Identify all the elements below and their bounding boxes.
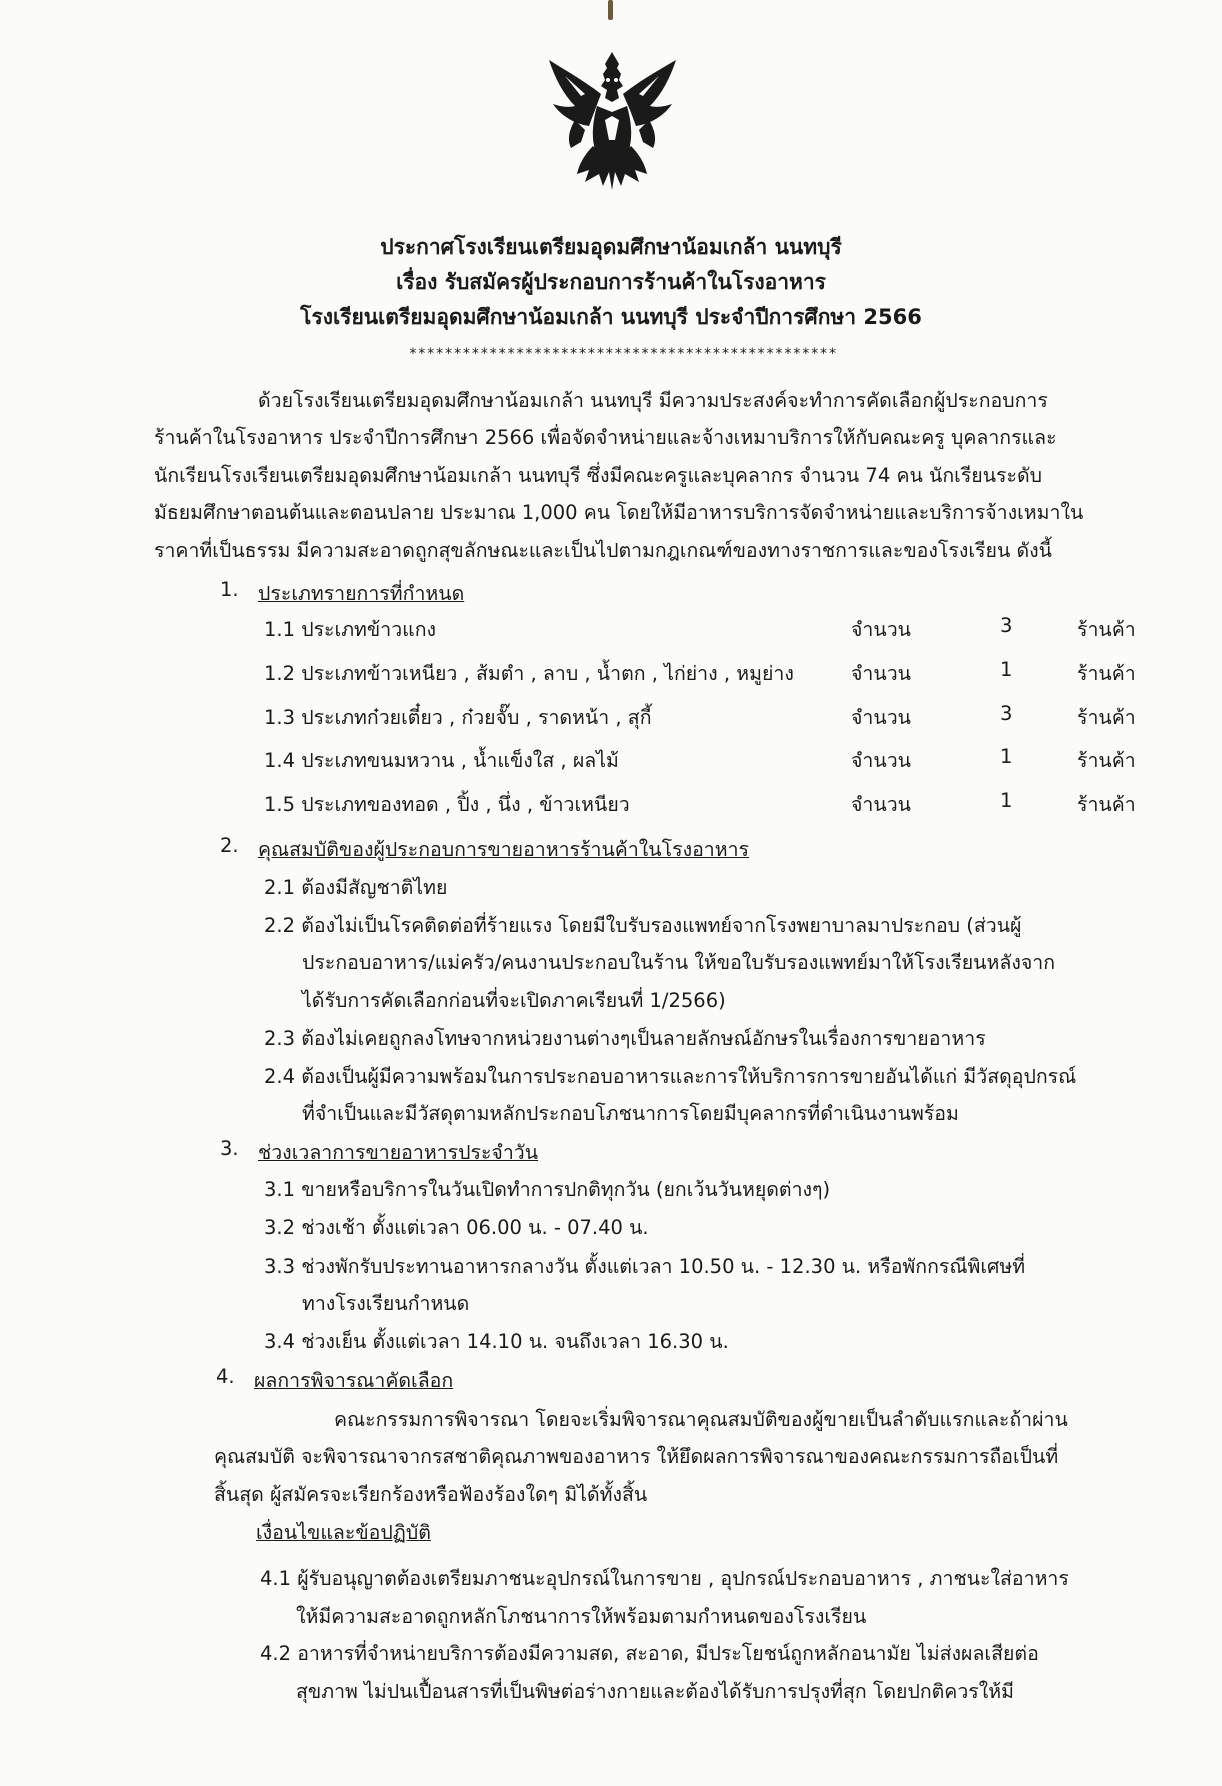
item-store: ร้านค้า — [1077, 793, 1136, 816]
intro-line-1: ด้วยโรงเรียนเตรียมอุดมศึกษาน้อมเกล้า นนทบุรี มีความประสงค์จะทำการคัดเลือกผู้ประกอบการ — [258, 389, 1048, 412]
item-store: ร้านค้า — [1077, 706, 1136, 729]
s4-para-line-1: คณะกรรมการพิจารณา โดยจะเริ่มพิจารณาคุณสมบัติของผู้ขายเป็นลำดับแรกและถ้าผ่าน — [334, 1408, 1068, 1431]
s4-cond-2-line-2: สุขภาพ ไม่ปนเปื้อนสารที่เป็นพิษต่อร่างกายและต้องได้รับการปรุงที่สุก โดยปกติควรให้มี — [296, 1680, 1014, 1703]
list-item — [264, 702, 1144, 740]
item-label: 1.5 ประเภทของทอด , ปิ้ง , นึ่ง , ข้าวเหนียว — [264, 793, 630, 816]
list-item — [264, 614, 1144, 652]
item-unit: จำนวน — [851, 618, 911, 641]
s2-item-1: 2.1 ต้องมีสัญชาติไทย — [264, 876, 448, 899]
s4-cond-1-line-2: ให้มีความสะอาดถูกหลักโภชนาการให้พร้อมตามกำหนดของโรงเรียน — [296, 1605, 867, 1628]
section-2-title: คุณสมบัติของผู้ประกอบการขายอาหารร้านค้าในโรงอาหาร — [258, 838, 750, 861]
s3-item-1: 3.1 ขายหรือบริการในวันเปิดทำการปกติทุกวัน (ยกเว้นวันหยุดต่างๆ) — [264, 1178, 831, 1201]
item-unit: จำนวน — [851, 662, 911, 685]
item-quantity: 1 — [1000, 789, 1013, 812]
conditions-title: เงื่อนไขและข้อปฏิบัติ — [256, 1521, 431, 1544]
section-1-title: ประเภทรายการที่กำหนด — [258, 582, 465, 605]
intro-line-2: ร้านค้าในโรงอาหาร ประจำปีการศึกษา 2566 เพื่อจัดจำหน่ายและจ้างเหมาบริการให้กับคณะครู บุคลากรและ — [154, 426, 1057, 449]
s4-cond-2-line-1: 4.2 อาหารที่จำหน่ายบริการต้องมีความสด, สะอาด, มีประโยชน์ถูกหลักอนามัย ไม่ส่งผลเสียต่อ — [260, 1642, 1039, 1665]
header-line-2: เรื่อง รับสมัครผู้ประกอบการร้านค้าในโรงอาหาร — [396, 270, 826, 294]
s2-item-2-line-1: 2.2 ต้องไม่เป็นโรคติดต่อที่ร้ายแรง โดยมีใบรับรองแพทย์จากโรงพยาบาลมาประกอบ (ส่วนผู้ — [264, 914, 1022, 937]
header-divider: ************************************************ — [408, 346, 838, 362]
item-store: ร้านค้า — [1077, 749, 1136, 772]
item-unit: จำนวน — [851, 706, 911, 729]
s3-item-4: 3.4 ช่วงเย็น ตั้งแต่เวลา 14.10 น. จนถึงเวลา 16.30 น. — [264, 1330, 729, 1353]
announcement-header — [0, 230, 1222, 335]
header-line-3: โรงเรียนเตรียมอุดมศึกษาน้อมเกล้า นนทบุรี ประจำปีการศึกษา 2566 — [300, 305, 922, 329]
item-quantity: 1 — [1000, 745, 1013, 768]
item-label: 1.3 ประเภทก๋วยเตี๋ยว , ก๋วยจั๊บ , ราดหน้า , สุกี้ — [264, 706, 652, 729]
item-label: 1.4 ประเภทขนมหวาน , น้ำแข็งใส , ผลไม้ — [264, 749, 619, 772]
list-item — [264, 789, 1144, 827]
s2-item-4-line-1: 2.4 ต้องเป็นผู้มีความพร้อมในการประกอบอาหารและการให้บริการการขายอันได้แก่ มีวัสดุอุปกรณ์ — [264, 1065, 1077, 1088]
item-quantity: 1 — [1000, 658, 1013, 681]
intro-line-3: นักเรียนโรงเรียนเตรียมอุดมศึกษาน้อมเกล้า นนทบุรี ซึ่งมีคณะครูและบุคลากร จำนวน 74 คน นักเรียนระดับ — [154, 464, 1043, 487]
garuda-emblem-icon — [545, 50, 680, 195]
intro-line-5: ราคาที่เป็นธรรม มีความสะอาดถูกสุขลักษณะและเป็นไปตามกฎเกณฑ์ของทางราชการและของโรงเรียน ดังนี้ — [154, 539, 1052, 562]
s4-cond-1-line-1: 4.1 ผู้รับอนุญาตต้องเตรียมภาชนะอุปกรณ์ในการขาย , อุปกรณ์ประกอบอาหาร , ภาชนะใส่อาหาร — [260, 1567, 1069, 1590]
s2-item-2-line-3: ได้รับการคัดเลือกก่อนที่จะเปิดภาคเรียนที่ 1/2566) — [302, 989, 726, 1012]
list-item — [264, 658, 1144, 696]
s3-item-3-line-2: ทางโรงเรียนกำหนด — [302, 1292, 470, 1315]
item-label: 1.1 ประเภทข้าวแกง — [264, 618, 437, 641]
section-4-number: 4. — [216, 1365, 235, 1388]
s2-item-3: 2.3 ต้องไม่เคยถูกลงโทษจากหน่วยงานต่างๆเป็นลายลักษณ์อักษรในเรื่องการขายอาหาร — [264, 1027, 986, 1050]
s4-para-line-2: คุณสมบัติ จะพิจารณาจากรสชาติคุณภาพของอาหาร ให้ยึดผลการพิจารณาของคณะกรรมการถือเป็นที่ — [214, 1445, 1059, 1468]
s3-item-3-line-1: 3.3 ช่วงพักรับประทานอาหารกลางวัน ตั้งแต่เวลา 10.50 น. - 12.30 น. หรือพักกรณีพิเศษที่ — [264, 1255, 1026, 1278]
section-3-number: 3. — [220, 1137, 239, 1160]
paper-speck — [608, 0, 613, 20]
s2-item-4-line-2: ที่จำเป็นและมีวัสดุตามหลักประกอบโภชนาการโดยมีบุคลากรที่ดำเนินงานพร้อม — [302, 1102, 959, 1125]
section-4-title: ผลการพิจารณาคัดเลือก — [254, 1369, 454, 1392]
list-item — [264, 745, 1144, 783]
section-3-title: ช่วงเวลาการขายอาหารประจำวัน — [258, 1141, 539, 1164]
header-line-1: ประกาศโรงเรียนเตรียมอุดมศึกษาน้อมเกล้า นนทบุรี — [380, 235, 842, 259]
item-unit: จำนวน — [851, 749, 911, 772]
item-label: 1.2 ประเภทข้าวเหนียว , ส้มตำ , ลาบ , น้ำตก , ไก่ย่าง , หมูย่าง — [264, 662, 794, 685]
item-unit: จำนวน — [851, 793, 911, 816]
item-store: ร้านค้า — [1077, 618, 1136, 641]
item-quantity: 3 — [1000, 702, 1013, 725]
s4-para-line-3: สิ้นสุด ผู้สมัครจะเรียกร้องหรือฟ้องร้องใดๆ มิได้ทั้งสิ้น — [214, 1483, 648, 1506]
item-quantity: 3 — [1000, 614, 1013, 637]
item-store: ร้านค้า — [1077, 662, 1136, 685]
s3-item-2: 3.2 ช่วงเช้า ตั้งแต่เวลา 06.00 น. - 07.40 น. — [264, 1216, 649, 1239]
section-2-number: 2. — [220, 834, 239, 857]
intro-line-4: มัธยมศึกษาตอนต้นและตอนปลาย ประมาณ 1,000 คน โดยให้มีอาหารบริการจัดจำหน่ายและบริการจ้างเหมาใน — [154, 501, 1084, 524]
s2-item-2-line-2: ประกอบอาหาร/แม่ครัว/คนงานประกอบในร้าน ให้ขอใบรับรองแพทย์มาให้โรงเรียนหลังจาก — [302, 951, 1056, 974]
section-1-number: 1. — [220, 578, 239, 601]
